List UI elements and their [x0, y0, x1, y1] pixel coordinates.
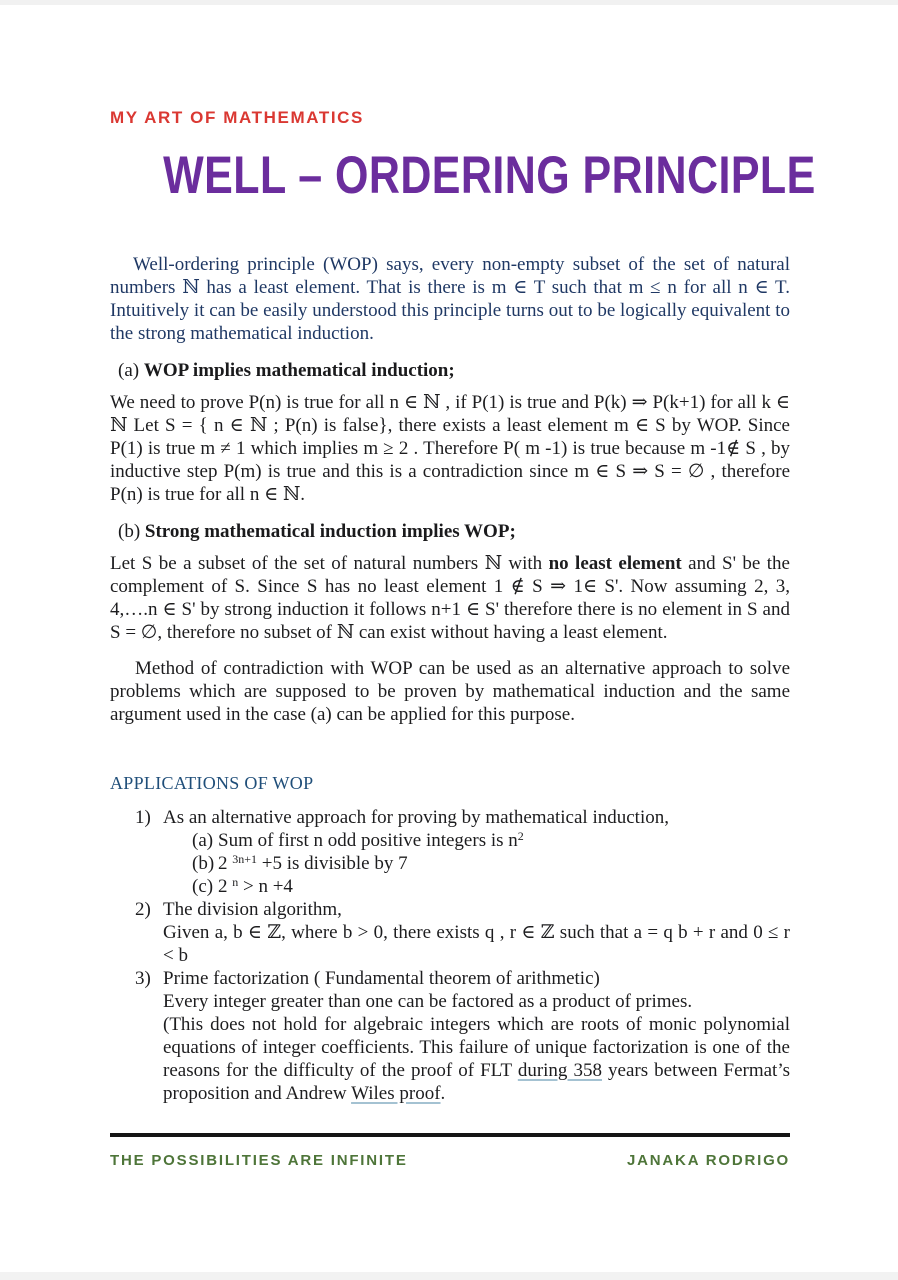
section-b-body-bold: no least element: [548, 553, 682, 574]
flt-text-pre: (This does not hold for algebraic integers which are roots of monic polynomial equations of integer coefficients. This failure of unique factorization is one of the reasons for the difficulty of the proof of FLT: [163, 1014, 790, 1081]
section-b-label: (b): [118, 521, 141, 542]
list-subitem: [192, 875, 790, 898]
list-item: [135, 898, 790, 921]
footer-author: JANAKA RODRIGO: [627, 1152, 790, 1169]
section-a-body: We need to prove P(n) is true for all n ∈ ℕ , if P(1) is true and P(k) ⇒ P(k+1) for all k ∈ ℕ Let S = { n ∈ ℕ ; P(n) is false}, there exists a least element m ∈ S by WOP. Since P(1) is true m ≠ 1 which implies m ≥ 2 . Therefore P( m -1) is true because m -1∉ S , by inductive step P(m) is true and this is a contradiction since m ∈ S ⇒ S = ∅ , therefore P(n) is true for all n ∈ ℕ.: [110, 392, 790, 505]
superscript: 2: [517, 829, 524, 843]
list-item-detail: [163, 1013, 790, 1105]
footer-divider: [110, 1133, 790, 1137]
list-item: [135, 967, 790, 990]
list-item-detail: Given a, b ∈ ℤ, where b > 0, there exists q , r ∈ ℤ such that a = q b + r and 0 ≤ r < b: [163, 922, 790, 966]
section-b-body-pre: Let S be a subset of the set of natural numbers ℕ with: [110, 553, 549, 574]
list-item-number: 2): [135, 899, 151, 920]
section-b-body: [110, 552, 790, 644]
subitem-text-pre: Sum of first n odd positive integers is n: [218, 830, 518, 851]
subitem-text-post: +5 is divisible by 7: [257, 853, 408, 874]
subitem-text: [218, 875, 293, 898]
subitem-text-pre: 2: [218, 876, 233, 897]
subitem-text-pre: 2: [218, 853, 233, 874]
superscript: n: [232, 875, 239, 889]
section-b-body-post: and S' be the complement of S. Since S has no least element 1 ∉ S ⇒ 1∈ S'. Now assuming 2, 3, 4,….n ∈ S' by strong induction it follows n+1 ∈ S' therefore there is no element in S and S = ∅, therefore no subset of ℕ can exist without having a least element.: [110, 553, 790, 643]
superscript: 3n+1: [232, 852, 258, 866]
subitem-text: [218, 852, 408, 875]
section-a-label: (a): [118, 360, 140, 381]
title-container: [110, 144, 816, 206]
section-b-heading-text: Strong mathematical induction implies WOP;: [144, 521, 516, 542]
brand-header: MY ART OF MATHEMATICS: [110, 108, 364, 127]
section-a-heading: [110, 359, 790, 382]
section-a-heading-text: WOP implies mathematical induction;: [143, 360, 455, 381]
list-item: [135, 806, 790, 829]
list-item-number: 3): [135, 968, 151, 989]
page-title: WELL – ORDERING PRINCIPLE: [163, 145, 816, 205]
flt-text-end: .: [440, 1083, 446, 1104]
flt-text-mid: years between Fermat’s proposition and Andrew: [163, 1060, 790, 1104]
subitem-label: (c): [192, 876, 214, 897]
applications-heading: APPLICATIONS OF WOP: [110, 773, 314, 793]
page-edge-bottom: [0, 1272, 898, 1280]
intro-paragraph: Well-ordering principle (WOP) says, every non-empty subset of the set of natural numbers ℕ has a least element. That is there is m ∈ T such that m ≤ n for all n ∈ T. Intuitively it can be easily understood this principle turns out to be logically equivalent to the strong mathematical induction.: [110, 254, 790, 344]
section-b-heading: [110, 520, 790, 543]
footer-motto: THE POSSIBILITIES ARE INFINITE: [110, 1152, 408, 1169]
page-footer: [110, 1152, 790, 1169]
list-item-text: As an alternative approach for proving by mathematical induction,: [163, 807, 669, 828]
list-item-detail: Every integer greater than one can be factored as a product of primes.: [163, 991, 693, 1012]
subitem-label: (a): [192, 830, 214, 851]
list-subitem: [192, 829, 790, 852]
list-item-number: 1): [135, 807, 151, 828]
list-item-text: The division algorithm,: [163, 899, 342, 920]
applications-list: [135, 806, 790, 1105]
method-paragraph: Method of contradiction with WOP can be used as an alternative approach to solve problems which are supposed to be proven by mathematical induction and the same argument used in the case (a) can be applied for this purpose.: [110, 658, 790, 725]
list-item-text: Prime factorization ( Fundamental theorem of arithmetic): [163, 968, 600, 989]
underlined-text: during 358: [517, 1060, 602, 1081]
underlined-text: Wiles proof: [351, 1083, 441, 1104]
list-subitem: [192, 852, 790, 875]
subitem-text: [218, 829, 524, 852]
subitem-label: (b): [192, 853, 215, 874]
subitem-text-post: > n +4: [238, 876, 293, 897]
